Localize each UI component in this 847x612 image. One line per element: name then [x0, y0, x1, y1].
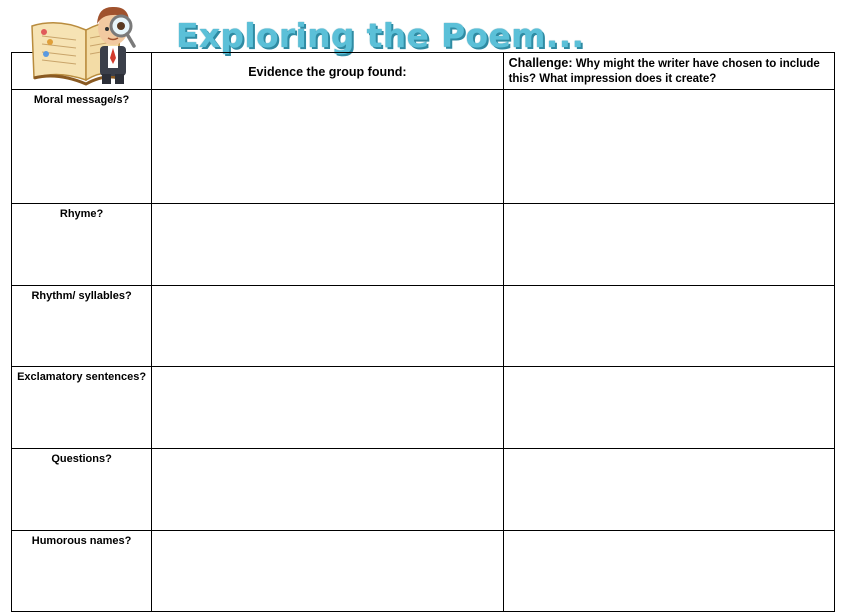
row-label-rhyme: Rhyme?: [12, 204, 152, 286]
evidence-header: Evidence the group found:: [152, 53, 503, 90]
challenge-cell[interactable]: [503, 531, 834, 612]
row-label-rhythm: Rhythm/ syllables?: [12, 286, 152, 367]
evidence-cell[interactable]: [152, 449, 503, 531]
table-row: [12, 449, 835, 531]
evidence-cell[interactable]: [152, 531, 503, 612]
table-row: [12, 286, 835, 367]
challenge-cell[interactable]: [503, 204, 834, 286]
row-label-questions: Questions?: [12, 449, 152, 531]
poem-analysis-table: [11, 52, 835, 612]
challenge-text: Why might the writer have chosen to include this? What impression does it create?: [508, 58, 820, 85]
book-magnifier-boy-illustration: [28, 2, 146, 86]
row-label-exclamatory: Exclamatory sentences?: [12, 367, 152, 449]
row-label-moral: Moral message/s?: [12, 90, 152, 204]
evidence-cell[interactable]: [152, 204, 503, 286]
page-title: Exploring the Poem...: [176, 16, 585, 55]
table-row: [12, 367, 835, 449]
challenge-cell[interactable]: [503, 90, 834, 204]
evidence-cell[interactable]: [152, 90, 503, 204]
row-label-humorous-names: Humorous names?: [12, 531, 152, 612]
table-row: [12, 90, 835, 204]
table-row: [12, 204, 835, 286]
table-row: [12, 531, 835, 612]
challenge-header: [503, 53, 834, 90]
challenge-cell[interactable]: [503, 367, 834, 449]
evidence-cell[interactable]: [152, 286, 503, 367]
challenge-cell[interactable]: [503, 286, 834, 367]
evidence-cell[interactable]: [152, 367, 503, 449]
challenge-cell[interactable]: [503, 449, 834, 531]
challenge-lead: Challenge:: [508, 56, 573, 70]
